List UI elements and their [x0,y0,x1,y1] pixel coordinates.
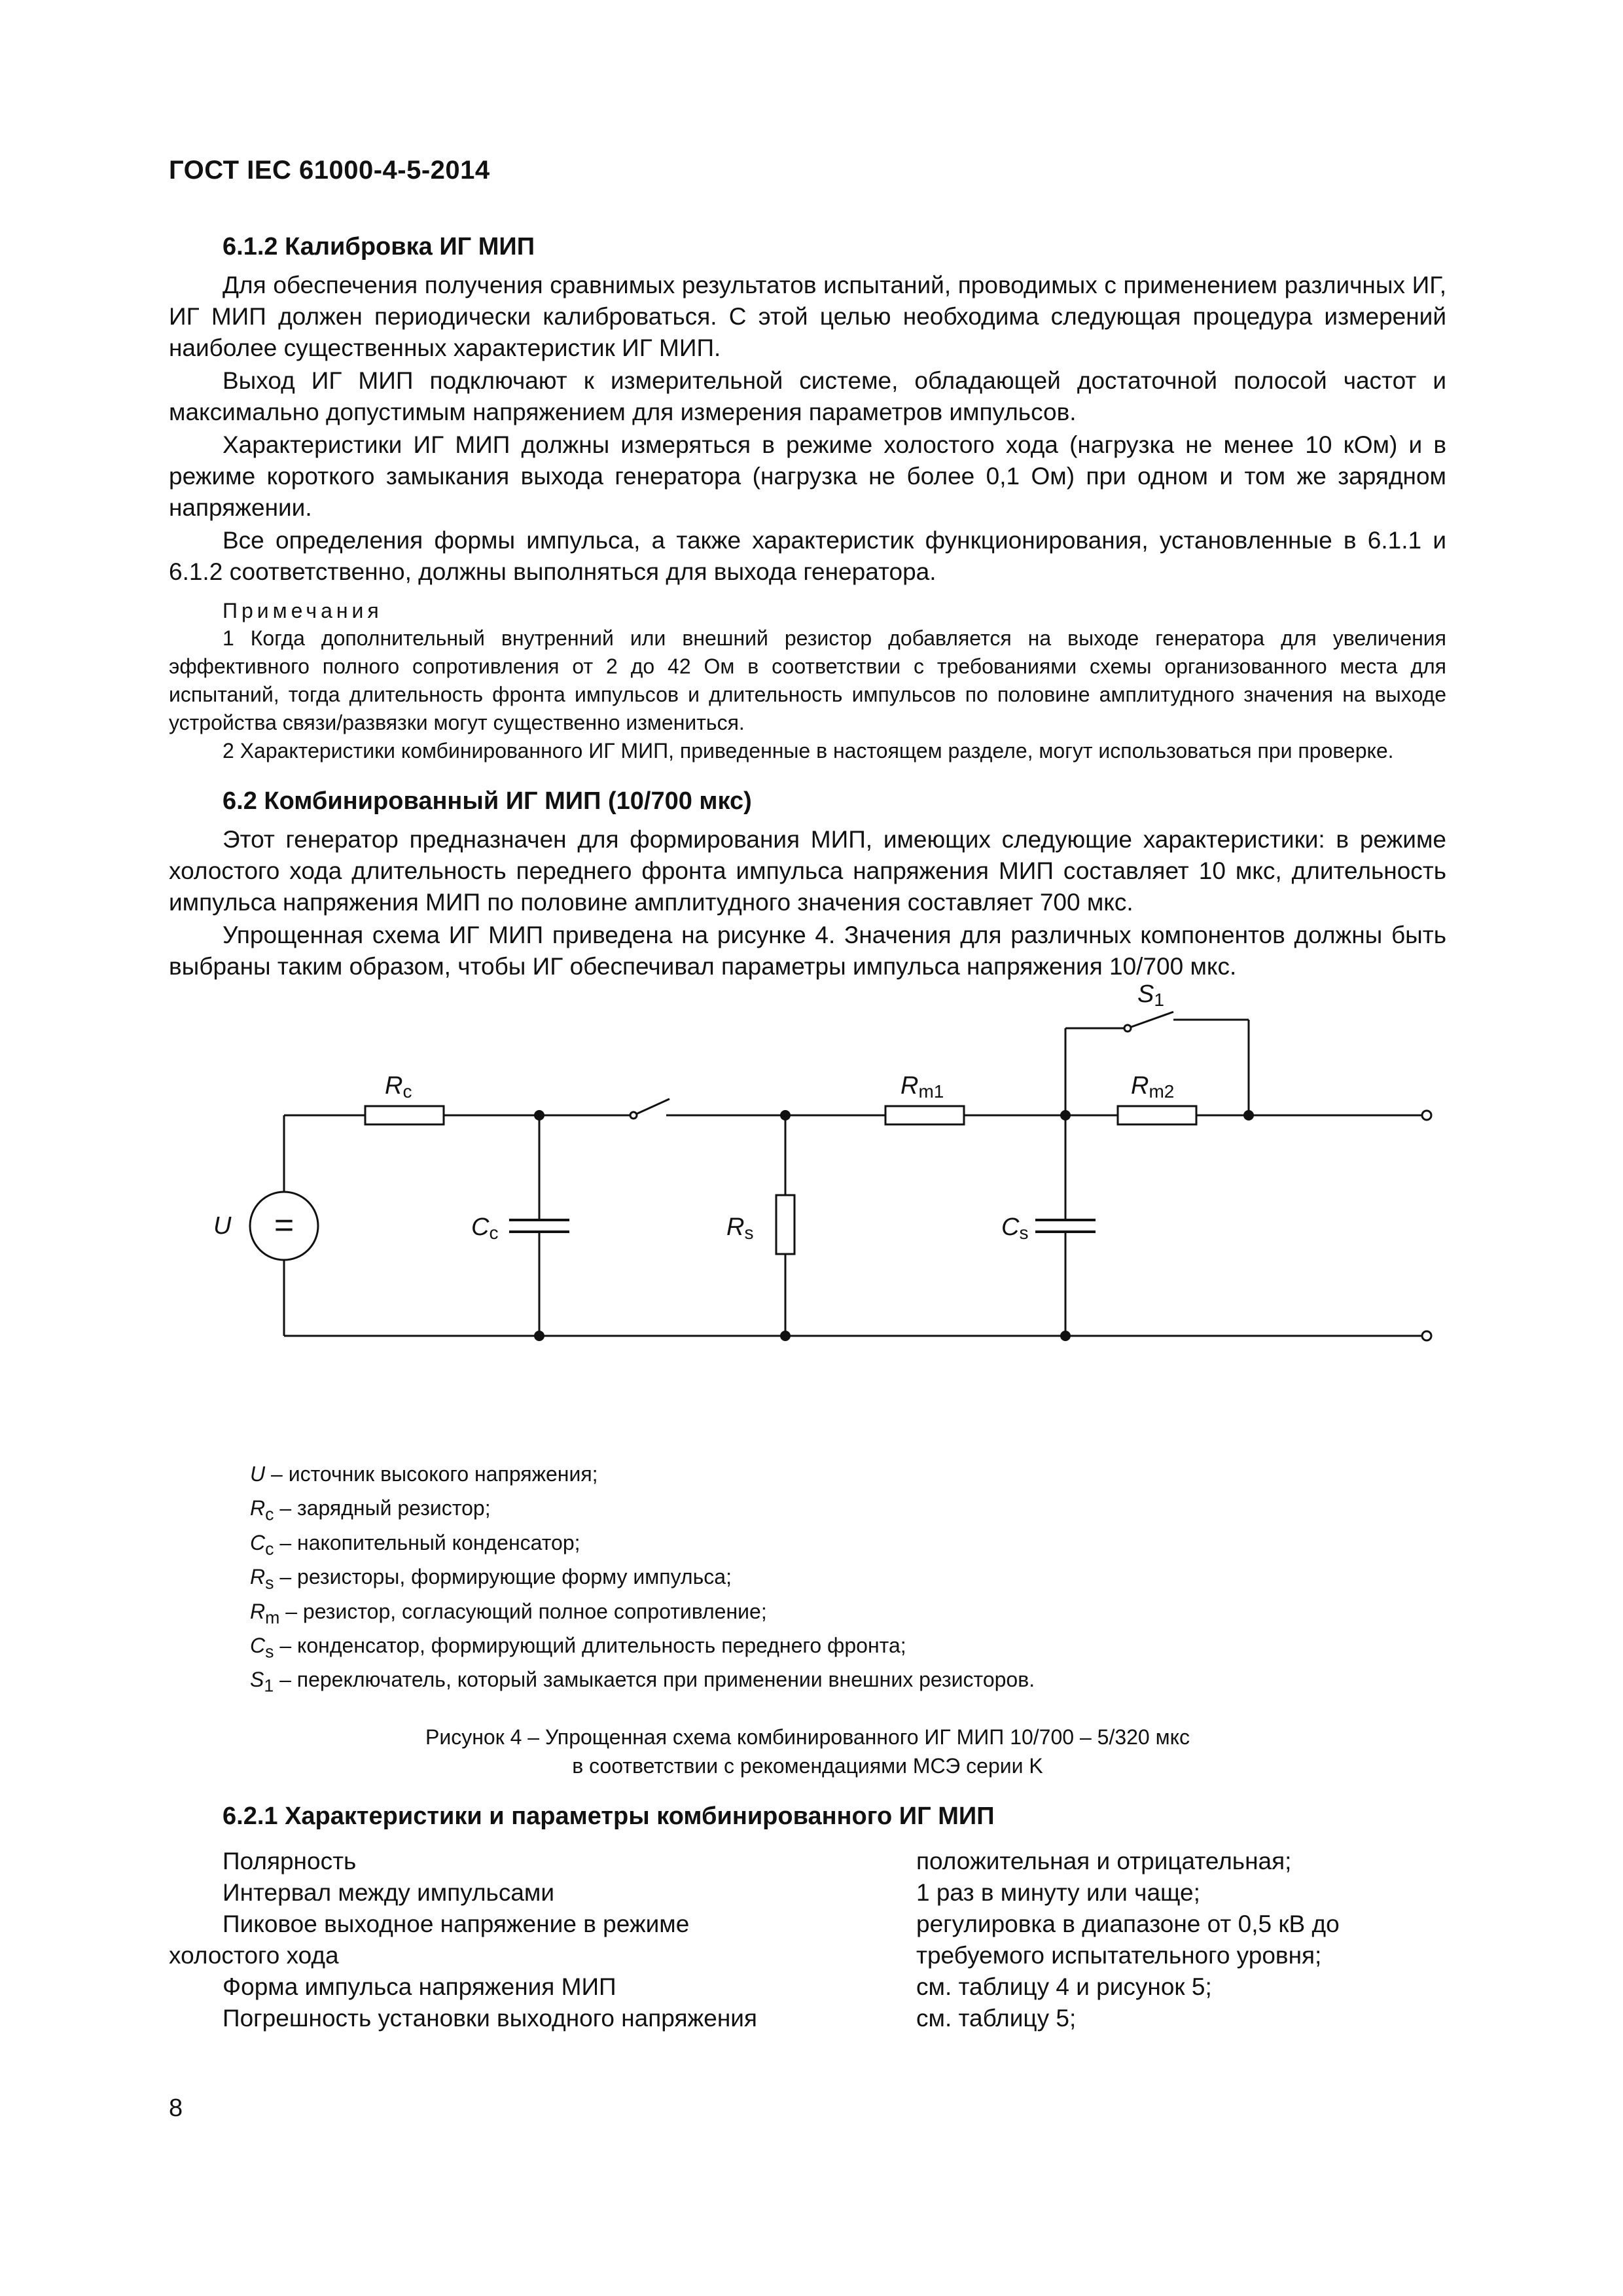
paragraph: Для обеспечения получения сравнимых результатов испытаний, проводимых с применением различных ИГ, ИГ МИП должен периодически калиброваться. С этой целью необходима следующая процедура измерений наиболее существенных характеристик ИГ МИП. [169,272,1446,361]
label-rm2: Rm2 [1131,1072,1175,1102]
caption-line: в соответствии с рекомендациями МСЭ серии K [572,1753,1043,1778]
output-terminal [1422,1111,1431,1120]
resistor-rc [365,1106,444,1124]
characteristic-label: Погрешность установки выходного напряжения [223,2004,757,2032]
switch-s1-contact [1124,1025,1131,1031]
characteristic-row [169,1909,1446,1940]
section-6-2-1-heading: 6.2.1 Характеристики и параметры комбинированного ИГ МИП [223,1802,995,1830]
circuit-figure [169,980,1446,1454]
junction-dot [1243,1110,1254,1121]
legend-item: $R_c$ – зарядный резистор; [250,1496,491,1524]
note-2: 2 Характеристики комбинированного ИГ МИП, приведенные в настоящем разделе, могут использоваться при проверке. [223,739,1394,762]
characteristic-value: см. таблицу 5; [916,2004,1077,2032]
circuit-diagram [169,980,1446,1454]
paragraph: Все определения формы импульса, а также характеристик функционирования, установленные в 6.1.1 и 6.1.2 соответственно, должны выполняться для выхода генератора. [169,527,1446,585]
characteristic-row [169,1877,1446,1909]
characteristic-label: холостого хода [169,1941,339,1969]
notes-title: Примечания [223,599,383,622]
legend-item: $R_s$ – резисторы, формирующие форму импульса; [250,1565,732,1593]
junction-dot [1060,1110,1071,1121]
junction-dot [534,1110,544,1121]
characteristic-value: 1 раз в минуту или чаще; [916,1878,1200,1906]
junction-dot [780,1331,791,1341]
note-1: 1 Когда дополнительный внутренний или внешний резистор добавляется на выходе генератора для увеличения эффективного полного сопротивления от 2 до 42 Ом в соответствии с требованиями схемы организованного места для испытаний, тогда длительность фронта импульсов и длительность импульсов по половине амплитудного значения на выходе устройства связи/развязки могут существенно измениться. [169,626,1446,734]
characteristic-label: Форма импульса напряжения МИП [223,1973,616,2000]
output-terminal [1422,1331,1431,1340]
switch-blade [633,1099,669,1115]
paragraph: Упрощенная схема ИГ МИП приведена на рисунке 4. Значения для различных компонентов должны быть выбраны таким образом, чтобы ИГ обеспечивал параметры импульса напряжения 10/700 мкс. [169,922,1446,980]
document-header: ГОСТ IEC 61000-4-5-2014 [169,156,490,185]
paragraph: Выход ИГ МИП подключают к измерительной системе, обладающей достаточной полосой частот и максимально допустимым напряжением для измерения параметров импульсов. [169,367,1446,425]
characteristic-label: Пиковое выходное напряжение в режиме [223,1910,690,1937]
resistor-rm1 [885,1106,964,1124]
characteristic-row [169,2003,1446,2034]
legend-item: $R_m$ – резистор, согласующий полное сопротивление; [250,1599,767,1627]
paragraph: Этот генератор предназначен для формирования МИП, имеющих следующие характеристики: в режиме холостого хода длительность переднего фронта импульса напряжения МИП составляет 10 мкс, длительность импульса напряжения МИП по половине амплитудного значения составляет 700 мкс. [169,826,1446,916]
switch-contact [630,1112,637,1119]
characteristics-list [169,1846,1446,2034]
junction-dot [1060,1331,1071,1341]
label-u: U [213,1212,232,1240]
section-6-1-2-heading: 6.1.2 Калибровка ИГ МИП [223,233,535,260]
characteristic-value: см. таблицу 4 и рисунок 5; [916,1973,1212,2000]
characteristic-value: положительная и отрицательная; [916,1847,1292,1874]
label-s1: S1 [1137,980,1164,1010]
legend-item: $C_s$ – конденсатор, формирующий длительность переднего фронта; [250,1633,906,1662]
legend-item: U – источник высокого напряжения; [250,1462,598,1486]
junction-dot [780,1110,791,1121]
characteristic-row [169,1940,1446,1971]
switch-s1-blade [1128,1012,1173,1028]
characteristic-row [169,1971,1446,2003]
characteristic-value: регулировка в диапазоне от 0,5 кВ до [916,1910,1340,1937]
legend-item: $S_1$ – переключатель, который замыкается при применении внешних резисторов. [250,1668,1035,1696]
caption-line: Рисунок 4 – Упрощенная схема комбинированного ИГ МИП 10/700 – 5/320 мкс [425,1725,1190,1749]
junction-dot [534,1331,544,1341]
paragraph: Характеристики ИГ МИП должны измеряться в режиме холостого хода (нагрузка не менее 10 кОм) и в режиме короткого замыкания выхода генератора (нагрузка не более 0,1 Ом) при одном и том же зарядном напряжении. [169,431,1446,521]
characteristic-value: требуемого испытательного уровня; [916,1941,1322,1969]
section-6-2-heading: 6.2 Комбинированный ИГ МИП (10/700 мкс) [223,787,752,815]
label-rc: Rc [385,1072,412,1102]
label-rm1: Rm1 [901,1072,944,1102]
label-rs: Rs [726,1213,754,1243]
figure-caption [169,1723,1446,1780]
characteristic-label: Интервал между импульсами [223,1878,554,1906]
source-symbol: = [274,1206,294,1244]
resistor-rs [776,1195,794,1254]
label-cs: Cs [1001,1213,1029,1243]
characteristic-label: Полярность [223,1847,357,1874]
legend-item: $C_c$ – накопительный конденсатор; [250,1530,580,1559]
figure-legend [169,1460,1446,1700]
label-cc: Cc [471,1213,499,1243]
resistor-rm2 [1118,1106,1196,1124]
document-body [169,230,1446,2034]
page-number: 8 [169,2094,183,2122]
characteristic-row [169,1846,1446,1877]
